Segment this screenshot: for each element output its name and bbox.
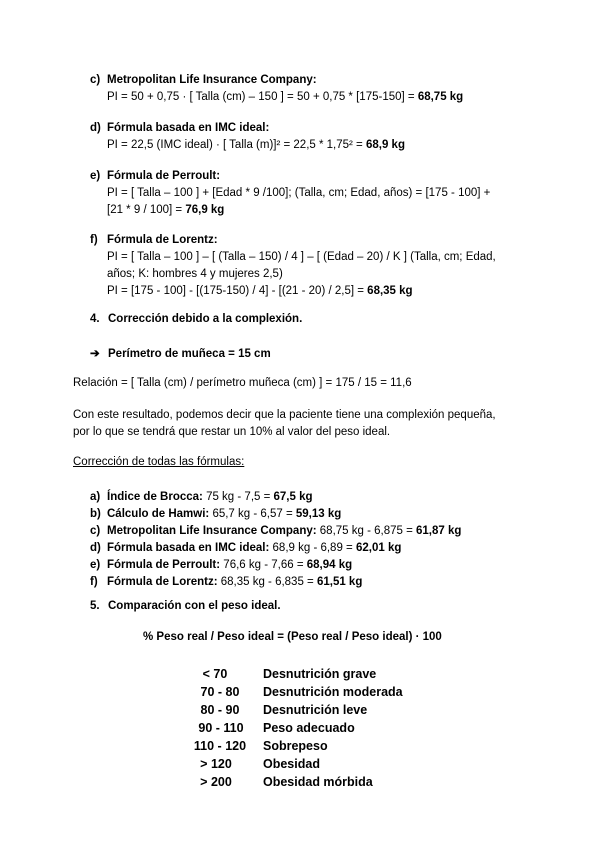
formula-title: Fórmula de Lorentz: xyxy=(107,234,218,246)
category-cell: Peso adecuado xyxy=(263,721,355,735)
correction-result: 67,5 kg xyxy=(273,491,313,503)
relation-line: Relación = [ Talla (cm) / perímetro muñeca (cm) ] = 175 / 15 = 11,6 xyxy=(73,377,412,389)
list-item xyxy=(90,489,461,506)
wrist-measure xyxy=(90,346,271,360)
formula-block-c xyxy=(90,72,463,106)
correction-title: Índice de Brocca: xyxy=(107,491,203,503)
classification-table xyxy=(0,667,600,797)
formula-text: años; K: hombres 4 y mujeres 2,5) xyxy=(107,268,283,280)
item-letter: d) xyxy=(90,542,101,554)
item-letter: c) xyxy=(90,74,101,86)
correction-title: Cálculo de Hamwi: xyxy=(107,508,210,520)
formula-block-f xyxy=(90,232,496,300)
formula-result: 76,9 kg xyxy=(185,204,225,216)
correction-calc: 65,7 kg - 6,57 = xyxy=(209,508,296,520)
item-letter: e) xyxy=(90,170,101,182)
correction-title: Fórmula basada en IMC ideal: xyxy=(107,542,270,554)
item-letter: d) xyxy=(90,122,101,134)
section-5-heading xyxy=(90,600,281,612)
category-cell: Obesidad mórbida xyxy=(263,775,373,789)
item-letter: b) xyxy=(90,508,101,520)
arrow-icon: ➔ xyxy=(90,348,100,360)
correction-result: 62,01 kg xyxy=(355,542,402,554)
formula-block-d xyxy=(90,120,405,154)
correction-calc: 75 kg - 7,5 = xyxy=(202,491,274,503)
list-item xyxy=(90,540,461,557)
category-cell: Desnutrición grave xyxy=(263,667,377,681)
correction-result: 61,51 kg xyxy=(316,576,363,588)
formula-title: Metropolitan Life Insurance Company: xyxy=(107,74,317,86)
correction-calc: 68,35 kg - 6,835 = xyxy=(217,576,317,588)
formula-text: PI = [ Talla – 100 ] – [ (Talla – 150) / 4 ] – [ (Edad – 20) / K ] (Talla, cm; Edad, xyxy=(107,251,496,263)
category-cell: Desnutrición leve xyxy=(263,703,368,717)
item-letter: f) xyxy=(90,576,98,588)
item-letter: c) xyxy=(90,525,101,537)
correction-calc: 76,6 kg - 7,66 = xyxy=(220,559,307,571)
formula-text: PI = [ Talla – 100 ] + [Edad * 9 /100]; (Talla, cm; Edad, años) = [175 - 100] + xyxy=(107,187,491,199)
formula-result: 68,35 kg xyxy=(367,285,413,297)
formula-result: 68,9 kg xyxy=(365,139,405,151)
category-cell: Desnutrición moderada xyxy=(263,685,403,699)
category-cell: Obesidad xyxy=(263,757,320,771)
ideal-weight-formula: % Peso real / Peso ideal = (Peso real / Peso ideal) · 100 xyxy=(143,631,442,643)
formula-text: PI = 22,5 (IMC ideal) · [ Talla (m)]² = 22,5 * 1,75² = xyxy=(107,139,366,151)
corrections-list xyxy=(90,489,461,591)
correction-heading: Corrección de todas las fórmulas: xyxy=(73,456,245,468)
item-letter: f) xyxy=(90,234,98,246)
list-item xyxy=(90,557,461,574)
conclusion-paragraph xyxy=(73,407,496,441)
range-cell: > 200 xyxy=(200,775,232,789)
formula-block-e xyxy=(90,168,490,219)
conclusion-line: Con este resultado, podemos decir que la paciente tiene una complexión pequeña, xyxy=(73,409,496,421)
correction-title: Fórmula de Perroult: xyxy=(107,559,221,571)
formula-text: [21 * 9 / 100] = xyxy=(107,204,186,216)
wrist-text: Perímetro de muñeca = 15 cm xyxy=(108,348,271,360)
conclusion-line: por lo que se tendrá que restar un 10% al valor del peso ideal. xyxy=(73,426,391,438)
range-cell: 80 - 90 xyxy=(200,703,240,717)
correction-result: 59,13 kg xyxy=(295,508,342,520)
section-title: Comparación con el peso ideal. xyxy=(108,600,281,612)
section-4-heading xyxy=(90,313,302,325)
section-number: 4. xyxy=(90,313,100,325)
correction-title: Fórmula de Lorentz: xyxy=(107,576,218,588)
list-item xyxy=(90,574,461,591)
range-cell: 110 - 120 xyxy=(193,739,247,753)
item-letter: a) xyxy=(90,491,101,503)
formula-text: PI = [175 - 100] - [(175-150) / 4] - [(21 - 20) / 2,5] = xyxy=(107,285,368,297)
section-title: Corrección debido a la complexión. xyxy=(108,313,303,325)
correction-title: Metropolitan Life Insurance Company: xyxy=(107,525,317,537)
formula-text: PI = 50 + 0,75 · [ Talla (cm) – 150 ] = 50 + 0,75 * [175-150] = xyxy=(107,91,418,103)
category-cell: Sobrepeso xyxy=(263,739,328,753)
correction-calc: 68,9 kg - 6,89 = xyxy=(269,542,356,554)
correction-result: 61,87 kg xyxy=(416,525,462,537)
formula-title: Fórmula de Perroult: xyxy=(107,170,221,182)
range-cell: 90 - 110 xyxy=(198,721,244,735)
correction-calc: 68,75 kg - 6,875 = xyxy=(316,525,416,537)
range-cell: < 70 xyxy=(202,667,228,681)
list-item xyxy=(90,506,461,523)
formula-result: 68,75 kg xyxy=(417,91,464,103)
list-item xyxy=(90,523,461,540)
range-cell: > 120 xyxy=(200,757,232,771)
item-letter: e) xyxy=(90,559,101,571)
correction-result: 68,94 kg xyxy=(306,559,353,571)
formula-title: Fórmula basada en IMC ideal: xyxy=(107,122,270,134)
section-number: 5. xyxy=(90,600,100,612)
range-cell: 70 - 80 xyxy=(200,685,240,699)
